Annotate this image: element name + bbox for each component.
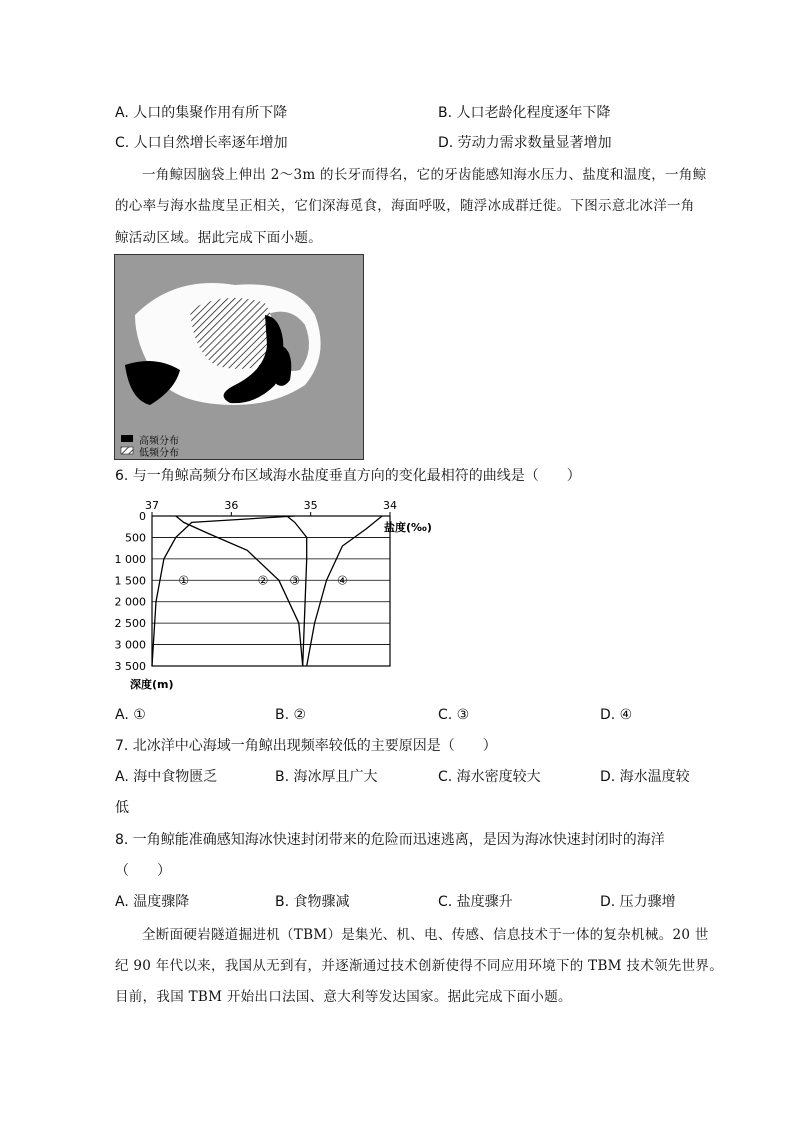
q7-option-d-wrap: 低 xyxy=(115,800,129,816)
passage2-line-1: 全断面硬岩隧道掘进机（TBM）是集光、机、电、传感、信息技术于一体的复杂机械。20 世 xyxy=(142,927,709,943)
series-label-2: ② xyxy=(257,573,269,588)
q5-option-b: B. 人口老龄化程度逐年下降 xyxy=(438,105,611,121)
q7-option-d: D. 海水温度较 xyxy=(600,769,690,785)
q8-option-c: C. 盐度骤升 xyxy=(438,894,513,910)
legend-swatch-low xyxy=(121,447,133,454)
q8-stem: 8. 一角鲸能准确感知海冰快速封闭带来的危险而迅速逃离，是因为海冰快速封闭时的海洋 xyxy=(115,832,665,848)
y-tick-label: 1 000 xyxy=(114,552,146,566)
q8-option-d: D. 压力骤增 xyxy=(600,894,676,910)
q8-paren: （ ） xyxy=(115,863,171,879)
y-tick-label: 2 500 xyxy=(114,617,146,631)
legend-swatch-high xyxy=(121,435,133,442)
passage2-line-3: 目前，我国 TBM 开始出口法国、意大利等发达国家。据此完成下面小题。 xyxy=(115,989,572,1005)
y-tick-label: 1 500 xyxy=(114,574,146,588)
passage1-line-1: 一角鲸因脑袋上伸出 2～3m 的长牙而得名，它的牙齿能感知海水压力、盐度和温度，一角鲸 xyxy=(142,167,707,183)
q6-option-a: A. ① xyxy=(115,707,146,723)
x-tick-label: 36 xyxy=(224,499,239,512)
q6-stem: 6. 与一角鲸高频分布区域海水盐度垂直方向的变化最相符的曲线是（ ） xyxy=(115,468,581,484)
arctic-narwhal-map xyxy=(114,254,364,460)
series-line-2 xyxy=(176,516,303,666)
series-line-3 xyxy=(287,516,307,666)
q7-option-a: A. 海中食物匮乏 xyxy=(115,769,218,785)
y-tick-label: 500 xyxy=(125,531,146,545)
y-tick-label: 3 500 xyxy=(114,660,146,673)
high-frequency-area-1 xyxy=(125,361,180,405)
y-tick-label: 0 xyxy=(139,510,146,523)
legend-label-low: 低频分布 xyxy=(139,448,179,459)
passage2-line-2: 纪 90 年代以来，我国从无到有，并逐渐通过技术创新使得不同应用环境下的 TBM 技术领先世界。 xyxy=(115,958,723,974)
q8-option-a: A. 温度骤降 xyxy=(115,894,190,910)
q5-option-d: D. 劳动力需求数量显著增加 xyxy=(438,135,612,151)
q5-option-a: A. 人口的集聚作用有所下降 xyxy=(115,105,288,121)
q8-option-b: B. 食物骤减 xyxy=(275,894,350,910)
legend-label-high: 高频分布 xyxy=(139,436,179,447)
series-line-4 xyxy=(307,516,382,666)
series-label-3: ③ xyxy=(289,573,301,588)
x-tick-label: 34 xyxy=(383,499,397,512)
q7-stem: 7. 北冰洋中心海域一角鲸出现频率较低的主要原因是（ ） xyxy=(115,738,497,754)
series-line-1 xyxy=(152,516,295,666)
series-label-1: ① xyxy=(178,573,190,588)
passage1-line-3: 鲸活动区域。据此完成下面小题。 xyxy=(115,230,322,246)
chart-svg xyxy=(112,496,532,696)
passage1-line-2: 的心率与海水盐度呈正相关，它们深海觅食，海面呼吸，随浮冰成群迁徙。下图示意北冰洋一角 xyxy=(115,198,695,214)
x-tick-label: 35 xyxy=(303,499,318,512)
plot-frame xyxy=(152,516,390,666)
q6-option-b: B. ② xyxy=(275,707,307,723)
y-axis-label: 深度(m) xyxy=(130,678,174,691)
q7-option-b: B. 海冰厚且广大 xyxy=(275,769,378,785)
y-tick-label: 3 000 xyxy=(114,638,146,652)
map-drawing xyxy=(115,255,363,459)
series-label-4: ④ xyxy=(337,573,348,588)
q6-option-c: C. ③ xyxy=(438,707,470,723)
q5-option-c: C. 人口自然增长率逐年增加 xyxy=(115,135,288,151)
y-tick-label: 2 000 xyxy=(114,595,146,609)
salinity-depth-chart xyxy=(112,496,532,696)
x-tick-label: 37 xyxy=(145,499,159,512)
q7-option-c: C. 海水密度较大 xyxy=(438,769,541,785)
q6-option-d: D. ④ xyxy=(600,707,633,723)
x-axis-label: 盐度(‰) xyxy=(384,521,432,534)
